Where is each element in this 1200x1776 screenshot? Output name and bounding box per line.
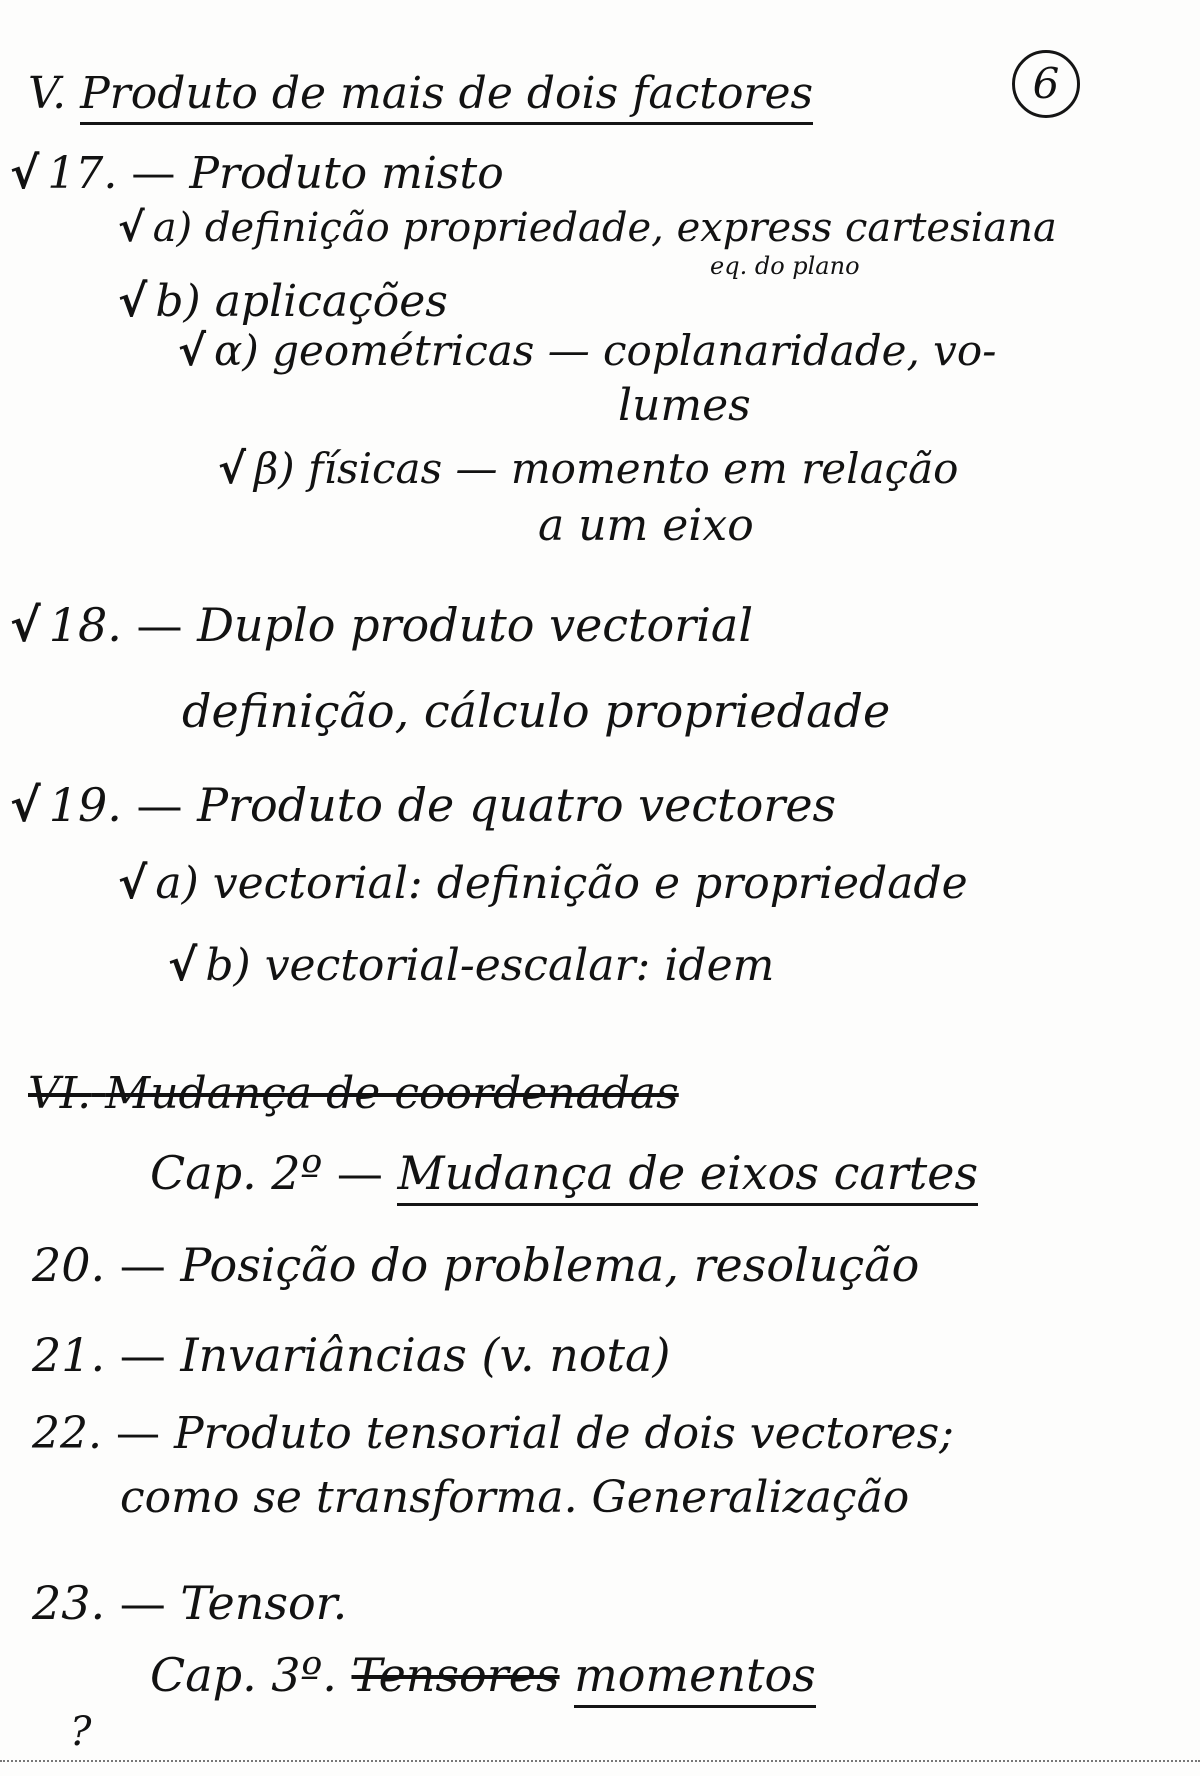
section-heading bbox=[28, 68, 814, 119]
subitem-label: b) bbox=[155, 276, 201, 327]
item-title: Produto de quatro vectores bbox=[197, 778, 837, 832]
item-17: √ 17. — Produto misto bbox=[10, 148, 504, 199]
item-text: Invariâncias (v. nota) bbox=[180, 1328, 671, 1382]
check-mark-icon: √ bbox=[168, 940, 198, 991]
item-title: Duplo produto vectorial bbox=[197, 598, 754, 652]
continuation-text: lumes bbox=[618, 380, 751, 431]
item-17-a bbox=[118, 205, 1057, 251]
item-19-a bbox=[118, 858, 968, 909]
subitem-label: a) bbox=[152, 205, 193, 251]
page-number: 6 bbox=[1012, 50, 1080, 118]
subitem-text: aplicações bbox=[214, 276, 448, 327]
item-20: 20. — Posição do problema, resolução bbox=[32, 1238, 920, 1292]
item-title: Produto misto bbox=[189, 148, 504, 199]
item-number: 20. bbox=[32, 1238, 106, 1292]
check-mark-icon: √ bbox=[118, 276, 148, 327]
struck-text: Mudança de coordenadas bbox=[105, 1068, 679, 1119]
item-19-b bbox=[168, 940, 775, 991]
item-number: 18. bbox=[48, 598, 122, 652]
subitem-text: geométricas — coplanaridade, vo- bbox=[272, 326, 997, 375]
struck-heading bbox=[28, 1068, 679, 1119]
check-mark-icon: √ bbox=[218, 444, 247, 493]
item-22: 22. — Produto tensorial de dois vectores; bbox=[32, 1408, 954, 1459]
check-mark-icon: √ bbox=[10, 148, 40, 199]
check-mark-icon: √ bbox=[118, 205, 145, 251]
continuation-text: como se transforma. Generalização bbox=[120, 1472, 910, 1523]
section-roman: V. bbox=[28, 68, 67, 119]
subitem-text: definição propriedade, express cartesiana bbox=[204, 205, 1057, 251]
item-23: 23. — Tensor. bbox=[32, 1576, 348, 1630]
margin-note: eq. do plano bbox=[710, 252, 860, 280]
chapter-title: momentos bbox=[574, 1648, 816, 1708]
subitem-label: β) bbox=[254, 444, 295, 493]
item-19: √ 19. — Produto de quatro vectores bbox=[10, 778, 837, 832]
page-edge-line bbox=[0, 1760, 1200, 1762]
item-number: 19. bbox=[48, 778, 122, 832]
item-text: Produto tensorial de dois vectores; bbox=[173, 1408, 954, 1459]
struck-text: Tensores bbox=[351, 1648, 560, 1702]
chapter-3-heading bbox=[150, 1648, 816, 1702]
check-mark-icon: √ bbox=[10, 598, 41, 652]
chapter-title: Mudança de eixos cartes bbox=[397, 1146, 978, 1206]
check-mark-icon: √ bbox=[178, 326, 207, 375]
margin-mark: ? bbox=[70, 1709, 92, 1755]
item-17-b bbox=[118, 276, 448, 327]
item-17-b-beta bbox=[218, 444, 959, 493]
chapter-label: Cap. 2º bbox=[150, 1146, 323, 1200]
struck-roman: VI. bbox=[28, 1068, 92, 1119]
item-text: Tensor. bbox=[180, 1576, 348, 1630]
check-mark-icon: √ bbox=[118, 858, 148, 909]
subitem-label: a) bbox=[155, 858, 199, 909]
item-number: 17. bbox=[47, 148, 118, 199]
continuation-text: a um eixo bbox=[538, 500, 754, 551]
item-21: 21. — Invariâncias (v. nota) bbox=[32, 1328, 671, 1382]
subitem-text: vectorial-escalar: idem bbox=[264, 940, 775, 991]
subitem-label: α) bbox=[214, 326, 259, 375]
subitem-text: vectorial: definição e propriedade bbox=[212, 858, 968, 909]
subitem-label: b) bbox=[205, 940, 251, 991]
item-text: Posição do problema, resolução bbox=[180, 1238, 920, 1292]
item-number: 22. bbox=[32, 1408, 102, 1459]
subitem-text: físicas — momento em relação bbox=[308, 444, 959, 493]
item-17-b-alpha bbox=[178, 326, 997, 375]
chapter-2-heading: Cap. 2º — Mudança de eixos cartes bbox=[150, 1150, 978, 1196]
item-18-detail: definição, cálculo propriedade bbox=[182, 684, 891, 738]
item-18: √ 18. — Duplo produto vectorial bbox=[10, 598, 754, 652]
item-number: 23. bbox=[32, 1576, 106, 1630]
check-mark-icon: √ bbox=[10, 778, 41, 832]
section-title: Produto de mais de dois factores bbox=[80, 68, 813, 125]
item-number: 21. bbox=[32, 1328, 106, 1382]
chapter-label: Cap. 3º. bbox=[150, 1648, 337, 1702]
